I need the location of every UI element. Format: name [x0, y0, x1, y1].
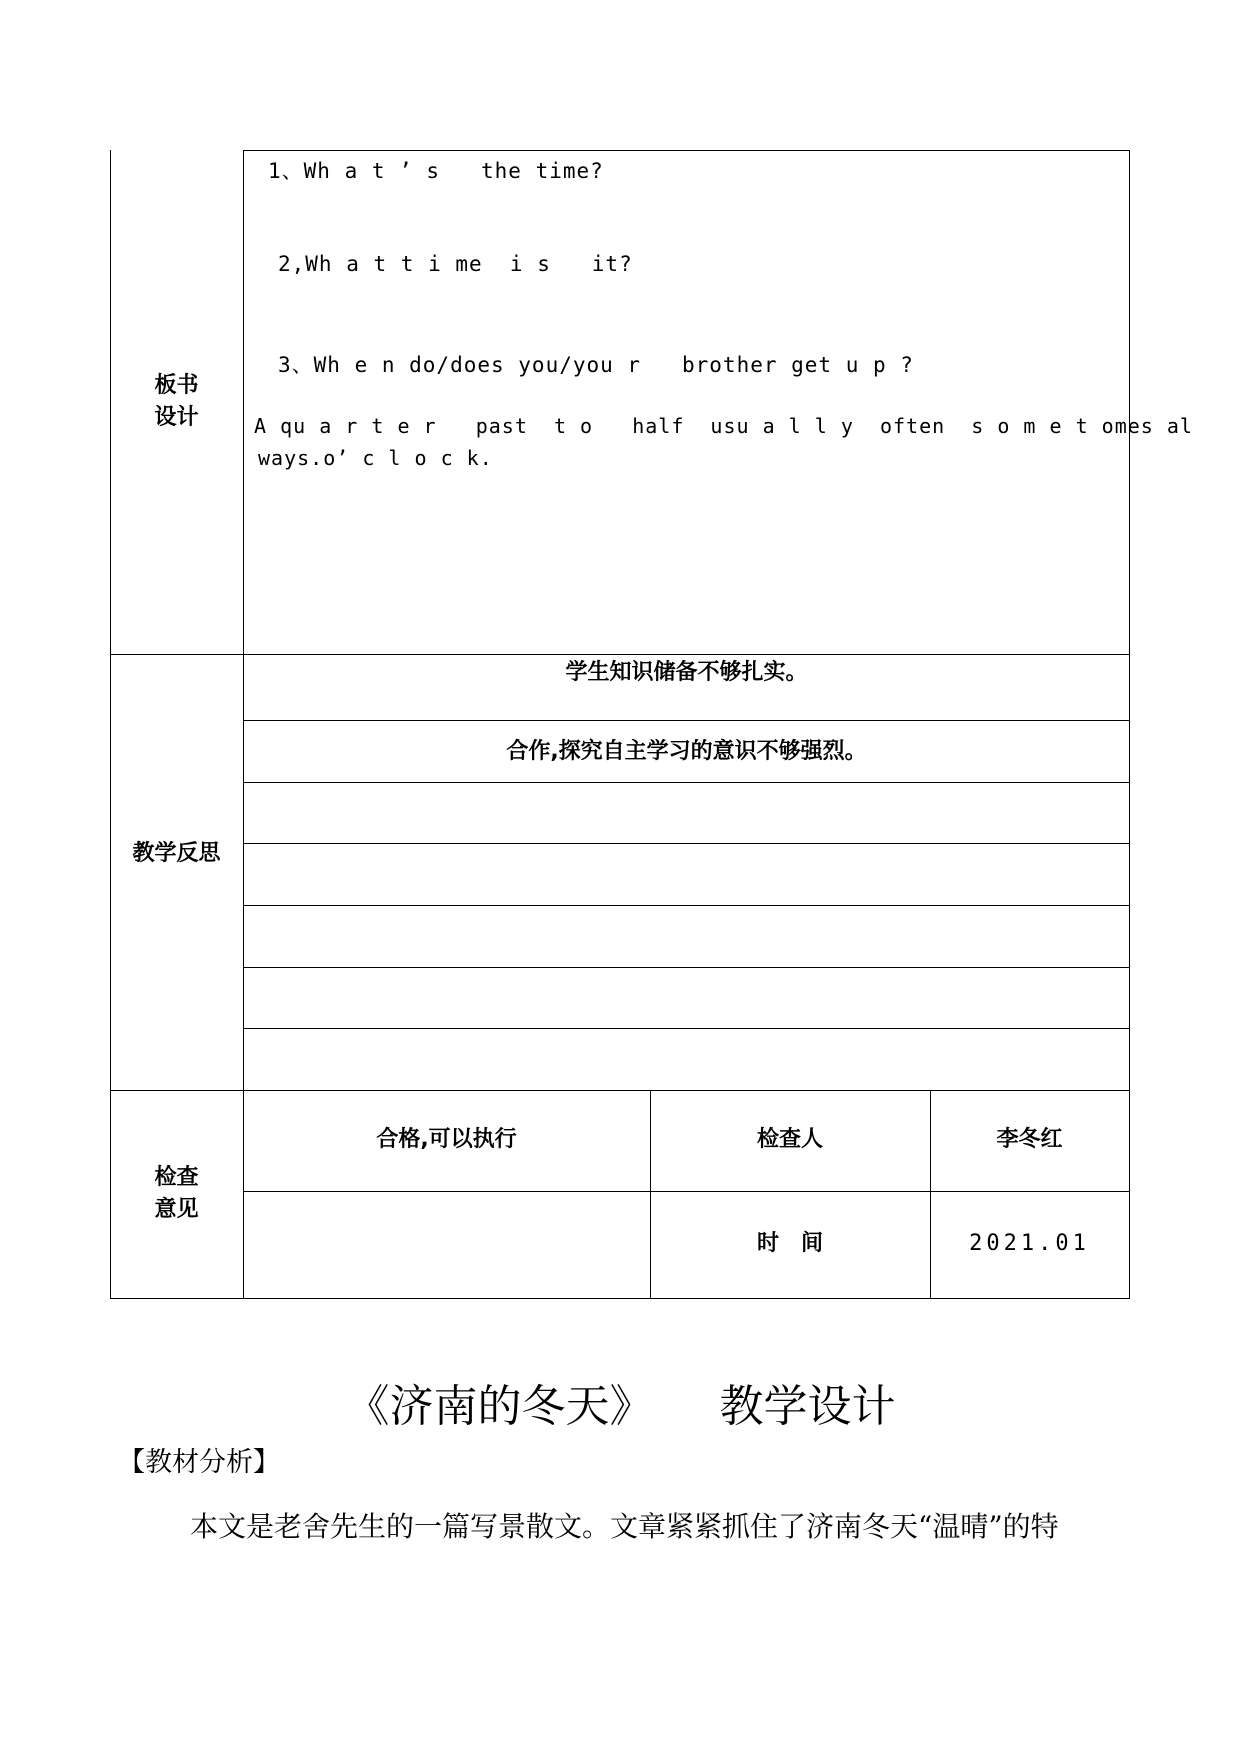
- board-design-label-line2: 设计: [154, 405, 199, 430]
- inspection-col-divider-2: [930, 1090, 931, 1299]
- table-right-border: [1129, 150, 1130, 1299]
- inspection-opinion: 合格,可以执行: [376, 1127, 517, 1152]
- time-value: 2021.01: [969, 1231, 1090, 1256]
- reflection-row-divider-3: [243, 843, 1130, 844]
- inspector-name: 李冬红: [996, 1127, 1063, 1152]
- body-paragraph: 本文是老舍先生的一篇写景散文。文章紧紧抓住了济南冬天“温晴”的特: [190, 1510, 1059, 1543]
- reflection-label: 教学反思: [132, 841, 221, 866]
- board-line-5: ways.o’ c l o c k.: [258, 446, 493, 470]
- inspector-label: 检查人: [756, 1127, 823, 1152]
- reflection-section-divider: [110, 1090, 1130, 1091]
- doc-title: 《济南的冬天》 教学设计: [345, 1381, 896, 1432]
- table-left-border: [110, 150, 111, 1299]
- section-heading: 【教材分析】: [118, 1447, 280, 1478]
- reflection-row-divider-6: [243, 1028, 1130, 1029]
- reflection-row-divider-2: [243, 782, 1130, 783]
- inspection-label: [110, 1162, 243, 1226]
- reflection-row-divider-1: [243, 720, 1130, 721]
- time-label: 时 间: [756, 1231, 823, 1256]
- reflection-row-1: 学生知识储备不够扎实。: [565, 660, 808, 685]
- inspection-label-line2: 意见: [154, 1197, 199, 1222]
- inspection-col-divider-1: [650, 1090, 651, 1299]
- board-line-4: A qu a r t e r past t o half usu a l l y often s o m e t omes al: [254, 414, 1193, 438]
- reflection-row-divider-5: [243, 967, 1130, 968]
- table-bottom-border: [110, 1298, 1130, 1299]
- reflection-row-2: 合作,探究自主学习的意识不够强烈。: [506, 739, 867, 764]
- table-top-border: [243, 150, 1130, 151]
- board-design-label: [110, 370, 243, 434]
- reflection-row-divider-4: [243, 905, 1130, 906]
- board-line-3: 3、Wh e n do/does you/you r brother get u p ?: [278, 353, 914, 377]
- inspection-label-line1: 检查: [154, 1165, 199, 1190]
- board-section-divider: [110, 654, 1130, 655]
- board-line-2: 2,Wh a t t i me i s it?: [278, 252, 633, 276]
- board-design-label-line1: 板书: [154, 373, 199, 398]
- board-line-1: 1、Wh a t ’ s the time?: [268, 159, 604, 183]
- inspection-row-divider: [243, 1191, 1130, 1192]
